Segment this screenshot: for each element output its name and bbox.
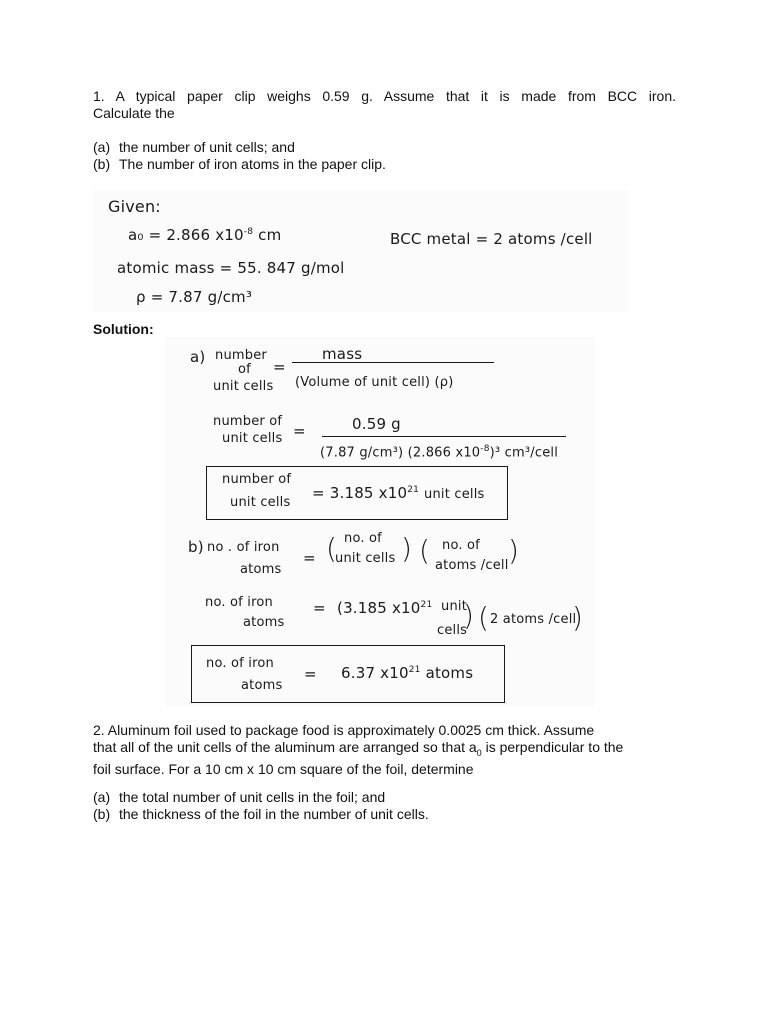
given-a0: a₀ = 2.866 $x10^{-8}$ cm — [128, 226, 282, 244]
problem-1-line2: Calculate the — [93, 104, 175, 121]
list-item: (b) the thickness of the foil in the number of unit cells. — [93, 805, 429, 822]
given-bcc: BCC metal = 2 atoms /cell — [390, 230, 593, 248]
list-item: (a) the number of unit cells; and — [93, 139, 295, 155]
fraction-bar — [322, 436, 566, 437]
given-atomic-mass: atomic mass = 55. 847 g/mol — [117, 259, 345, 277]
answer-a-value: = 3.185 $x10^{21}$ unit cells — [312, 484, 485, 502]
problem-2-text: 2. Aluminum foil used to package food is approximately 0.0025 cm thick. Assume that all of the unit cells of the aluminum are arranged so that $a_0$ is perpendicular to the foil surface. For a 10 cm x 10 cm square of the foil, determine — [93, 722, 624, 777]
solution-heading: Solution: — [93, 321, 154, 337]
given-density: ρ = 7.87 g/cm³ — [136, 288, 253, 306]
answer-b-intermediate: (3.185 $x10^{21}$ — [337, 599, 433, 617]
fraction-numerator: 0.59 g — [352, 415, 401, 433]
problem-1-text — [93, 88, 676, 121]
problem-1-list — [93, 139, 676, 172]
fraction-bar — [292, 362, 494, 363]
problem-2-list — [93, 789, 676, 822]
fraction-denominator: (Volume of unit cell) (ρ) — [295, 375, 454, 390]
answer-b-value: 6.37 $x10^{21}$ atoms — [341, 664, 474, 682]
given-heading: Given: — [108, 197, 161, 216]
fraction-denominator: (7.87 g/cm³) (2.866 $x10^{-8})^3$ cm³/cell — [320, 444, 559, 461]
fraction-numerator: mass — [322, 345, 363, 363]
problem-1-line1: 1. A typical paper clip weighs 0.59 g. Assume that it is made from BCC iron. — [93, 88, 676, 104]
part-b-label: b) — [188, 538, 204, 556]
part-a-label: a) — [190, 348, 206, 366]
list-item: (a) the total number of unit cells in the foil; and — [93, 789, 386, 805]
list-item: (b) The number of iron atoms in the paper clip. — [93, 155, 386, 172]
